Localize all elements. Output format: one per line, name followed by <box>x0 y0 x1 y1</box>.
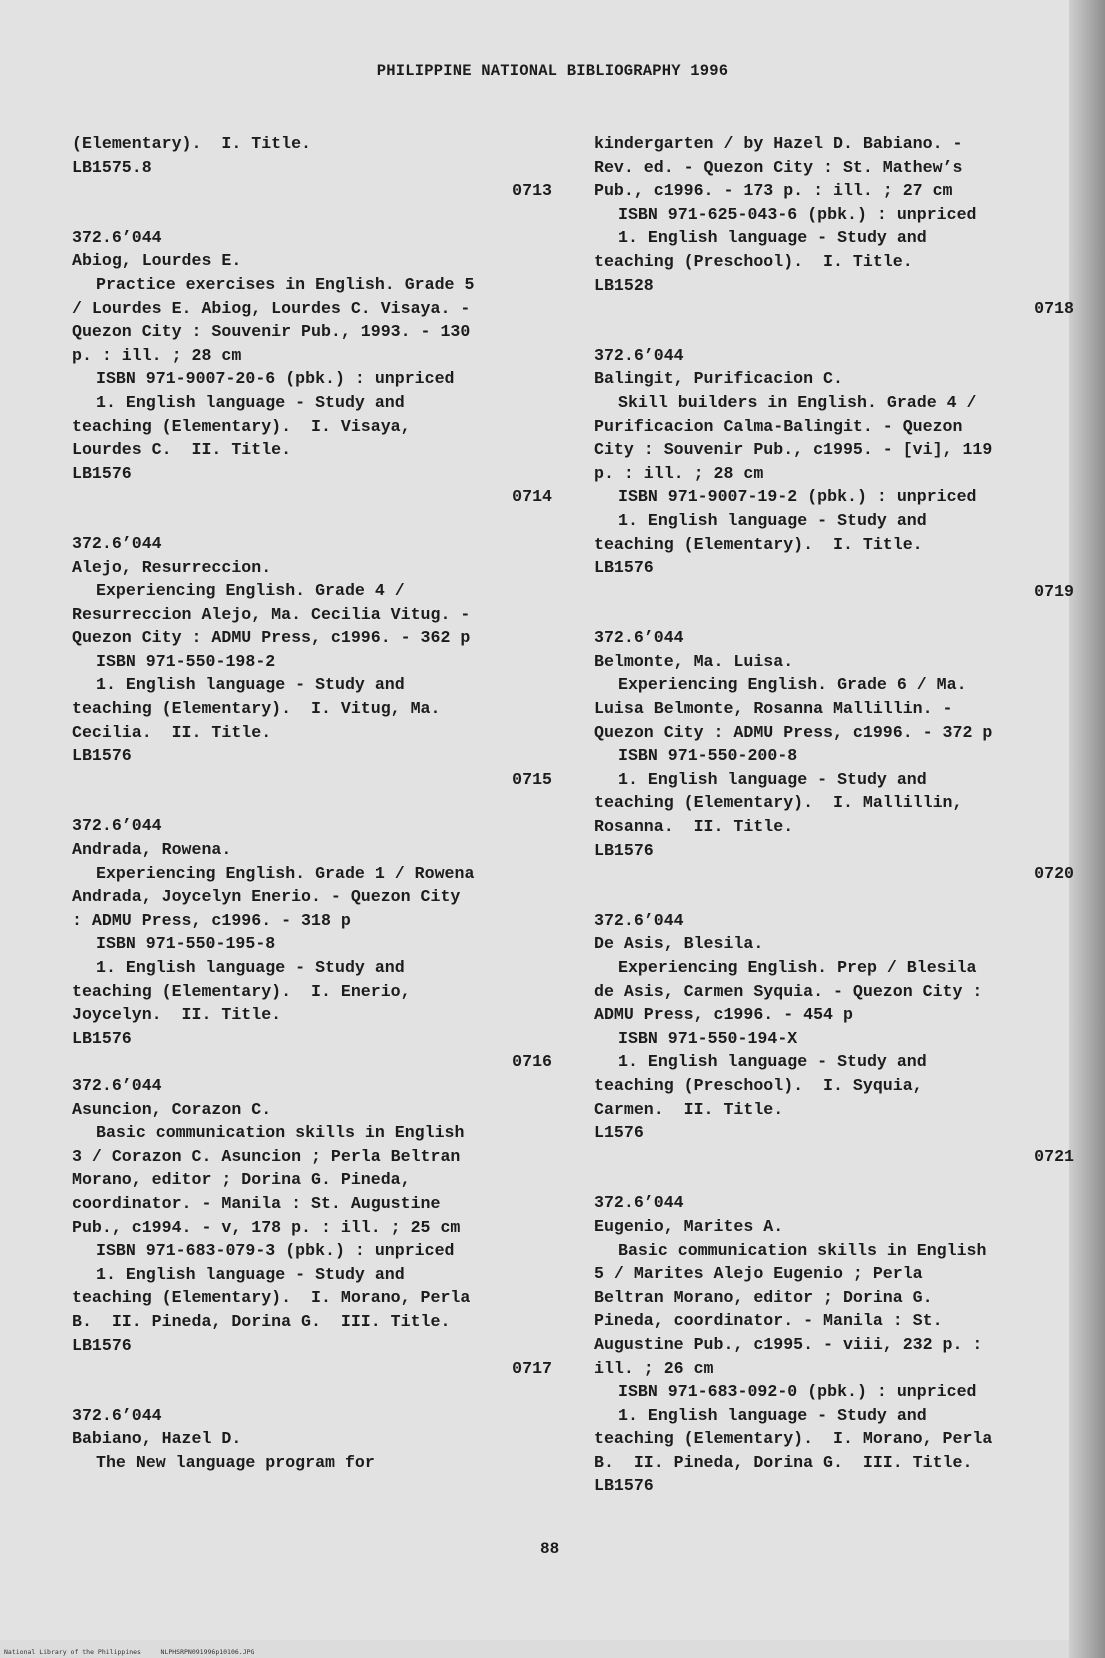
entry-line: Lourdes C. II. Title. <box>72 440 292 460</box>
entry-line: teaching (Elementary). I. Mallillin, <box>594 793 963 813</box>
entry-line: Eugenio, Marites A. <box>594 1216 784 1236</box>
entry-line: L1576 <box>594 1123 644 1143</box>
page-edge-shadow <box>1069 0 1105 1658</box>
entry-line: LB1576 <box>594 840 654 860</box>
entry-gap <box>594 1168 1064 1191</box>
left-column <box>72 132 552 1474</box>
entry-line: p. : ill. ; 28 cm <box>594 463 764 483</box>
record-number: 0717 <box>512 1359 552 1379</box>
entry-line: 1. English language - Study and <box>618 1052 927 1072</box>
entry-line: teaching (Preschool). I. Syquia, <box>594 1075 923 1095</box>
entry-line: 1. English language - Study and <box>96 392 405 412</box>
entry-line: Experiencing English. Grade 1 / Rowena <box>96 863 475 883</box>
entry-line: ISBN 971-550-194-X <box>618 1028 798 1048</box>
entry-line: 1. English language - Study and <box>96 958 405 977</box>
entry-line: Experiencing English. Grade 4 / <box>96 581 405 601</box>
right-column <box>594 132 1074 1498</box>
entry-line: 372.6’044 <box>594 345 684 365</box>
entry-line: The New language program for <box>96 1452 375 1472</box>
record-number: 0720 <box>1034 864 1074 884</box>
entry-line: Experiencing English. Prep / Blesila <box>618 958 977 977</box>
entry-line: ISBN 971-550-195-8 <box>96 934 276 954</box>
entry-line: Quezon City : Souvenir Pub., 1993. - 130 <box>72 322 471 342</box>
entry-line: ISBN 971-9007-20-6 (pbk.) : unpriced <box>96 369 455 389</box>
record-number: 0715 <box>512 769 552 789</box>
entry-line: Luisa Belmonte, Rosanna Mallillin. - <box>594 699 953 719</box>
entry-line: ISBN 971-683-092-0 (pbk.) : unpriced <box>618 1382 977 1402</box>
entry-line: De Asis, Blesila. <box>594 934 764 954</box>
entry-line: teaching (Elementary). I. Visaya, <box>72 416 411 436</box>
entry-line: / Lourdes E. Abiog, Lourdes C. Visaya. - <box>72 298 471 318</box>
entry-line: B. II. Pineda, Dorina G. III. Title. <box>72 1311 451 1331</box>
entry-line: teaching (Elementary). I. Morano, Perla <box>594 1429 993 1449</box>
entry-line: Pineda, coordinator. - Manila : St. <box>594 1311 943 1331</box>
entry-line: ADMU Press, c1996. - 454 p <box>594 1005 853 1025</box>
entry-line: ISBN 971-683-079-3 (pbk.) : unpriced <box>96 1241 455 1261</box>
entry-line: LB1576 <box>72 1335 132 1355</box>
entry-gap <box>72 1381 542 1404</box>
entry-line: Pub., c1994. - v, 178 p. : ill. ; 25 cm <box>72 1217 461 1237</box>
record-number: 0719 <box>1034 581 1074 601</box>
entry-line: coordinator. - Manila : St. Augustine <box>72 1193 441 1213</box>
entry-gap <box>594 886 1064 909</box>
entry-line: LB1576 <box>594 1476 654 1496</box>
entry-line: Joycelyn. II. Title. <box>72 1005 282 1025</box>
entry-gap <box>72 791 542 814</box>
scan-footer: National Library of the Philippines NLPHSRPN091996p10106.JPG <box>4 1648 255 1656</box>
entry-line: teaching (Elementary). I. Morano, Perla <box>72 1288 471 1308</box>
entry-line: Resurreccion Alejo, Ma. Cecilia Vitug. - <box>72 604 471 624</box>
entry-line: de Asis, Carmen Syquia. - Quezon City : <box>594 981 983 1001</box>
entry-line: teaching (Elementary). I. Vitug, Ma. <box>72 699 441 719</box>
entry-gap <box>72 203 542 226</box>
entry-line: LB1576 <box>72 463 132 483</box>
entry-line: 372.6’044 <box>594 628 684 648</box>
entry-line: 1. English language - Study and <box>618 510 927 530</box>
entry-line: Beltran Morano, editor ; Dorina G. <box>594 1287 933 1307</box>
entry-line: Basic communication skills in English <box>618 1240 987 1260</box>
entry-line: 372.6’044 <box>72 1405 162 1425</box>
record-number: 0716 <box>512 1052 552 1072</box>
entry-line: Pub., c1996. - 173 p. : ill. ; 27 cm <box>594 181 953 201</box>
entry-line: 372.6’044 <box>594 910 684 930</box>
entry-line: Practice exercises in English. Grade 5 <box>96 274 475 294</box>
entry-line: Andrada, Rowena. <box>72 840 232 860</box>
entry-gap <box>594 321 1064 344</box>
entry-line: 372.6’044 <box>72 533 162 553</box>
entry-line: LB1576 <box>72 746 132 766</box>
entry-line: LB1528 <box>594 275 654 295</box>
entry-line: City : Souvenir Pub., c1995. - [vi], 119 <box>594 440 993 460</box>
entry-line: LB1576 <box>72 1028 132 1048</box>
record-number: 0713 <box>512 181 552 201</box>
entry-line: Purificacion Calma-Balingit. - Quezon <box>594 416 963 436</box>
entry-line: p. : ill. ; 28 cm <box>72 345 242 365</box>
entry-line: 1. English language - Study and <box>618 1405 927 1425</box>
entry-line: 5 / Marites Alejo Eugenio ; Perla <box>594 1264 923 1284</box>
entry-line: 1. English language - Study and <box>96 675 405 695</box>
entry-line: : ADMU Press, c1996. - 318 p <box>72 910 351 930</box>
entry-line: 3 / Corazon C. Asuncion ; Perla Beltran <box>72 1146 461 1166</box>
entry-line: ill. ; 26 cm <box>594 1358 714 1378</box>
entry-line: Rev. ed. - Quezon City : St. Mathew’s <box>594 157 963 177</box>
entry-line: ISBN 971-550-200-8 <box>618 746 798 766</box>
entry-line: Quezon City : ADMU Press, c1996. - 372 p <box>594 722 993 742</box>
entry-line: Carmen. II. Title. <box>594 1099 784 1119</box>
entry-gap <box>72 509 542 532</box>
entry-line: LB1576 <box>594 558 654 578</box>
entry-line: Abiog, Lourdes E. <box>72 251 242 271</box>
entry-line: Cecilia. II. Title. <box>72 722 272 742</box>
entry-line: Skill builders in English. Grade 4 / <box>618 392 977 412</box>
entry-line: Belmonte, Ma. Luisa. <box>594 651 794 671</box>
entry-line: 372.6’044 <box>594 1193 684 1213</box>
entry-line: Morano, editor ; Dorina G. Pineda, <box>72 1170 411 1190</box>
entry-line: Quezon City : ADMU Press, c1996. - 362 p <box>72 628 471 648</box>
entry-line: teaching (Elementary). I. Title. <box>594 534 923 554</box>
entry-line: ISBN 971-550-198-2 <box>96 651 276 671</box>
entry-line: ISBN 971-9007-19-2 (pbk.) : unpriced <box>618 487 977 507</box>
entry-line: Alejo, Resurreccion. <box>72 557 272 577</box>
record-number: 0721 <box>1034 1146 1074 1166</box>
entry-line: (Elementary). I. Title. <box>72 134 311 153</box>
entry-line: Experiencing English. Grade 6 / Ma. <box>618 675 967 695</box>
entry-line: Asuncion, Corazon C. <box>72 1099 272 1119</box>
entry-line: 1. English language - Study and <box>96 1264 405 1284</box>
entry-line: 1. English language - Study and <box>618 769 927 789</box>
entry-line: Andrada, Joycelyn Enerio. - Quezon City <box>72 887 461 907</box>
entry-line: Basic communication skills in English <box>96 1123 465 1143</box>
entry-line: 372.6’044 <box>72 1075 162 1095</box>
entry-line: teaching (Elementary). I. Enerio, <box>72 981 411 1001</box>
entry-line: Babiano, Hazel D. <box>72 1429 242 1449</box>
record-number: 0718 <box>1034 299 1074 319</box>
page-header: PHILIPPINE NATIONAL BIBLIOGRAPHY 1996 <box>376 62 729 80</box>
entry-line: Augustine Pub., c1995. - viii, 232 p. : <box>594 1334 983 1354</box>
entry-line: teaching (Preschool). I. Title. <box>594 251 913 271</box>
page-number: 88 <box>540 1540 560 1558</box>
entry-line: 1. English language - Study and <box>618 228 927 248</box>
record-number: 0714 <box>512 487 552 507</box>
entry-line: 372.6’044 <box>72 816 162 836</box>
entry-line: Rosanna. II. Title. <box>594 817 794 837</box>
entry-line: 372.6’044 <box>72 227 162 247</box>
entry-line: B. II. Pineda, Dorina G. III. Title. <box>594 1452 973 1472</box>
entry-line: kindergarten / by Hazel D. Babiano. - <box>594 134 963 153</box>
entry-line: LB1575.8 <box>72 157 152 177</box>
entry-gap <box>594 603 1064 626</box>
entry-line: Balingit, Purificacion C. <box>594 369 843 389</box>
entry-line: ISBN 971-625-043-6 (pbk.) : unpriced <box>618 204 977 224</box>
